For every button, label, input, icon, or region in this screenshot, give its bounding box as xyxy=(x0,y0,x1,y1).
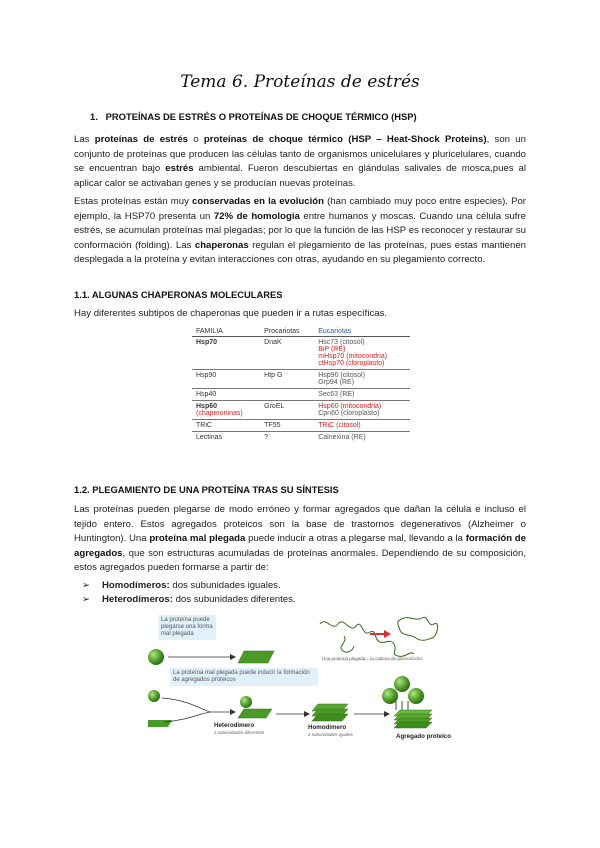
label-homodimer-sub: 2 subunidades iguales xyxy=(308,732,353,737)
section-1-1-heading: 1.1. ALGUNAS CHAPERONAS MOLECULARES xyxy=(74,289,283,300)
list-item: ➢ Heterodímeros: dos subunidades diferentes. xyxy=(82,594,296,605)
cell-eukaryote: TRiC (citosol) xyxy=(314,420,410,432)
figure-note-misfolding: La proteína puede plegarse una forma mal plegada xyxy=(158,615,216,640)
table-header-eucariotas: Eucariotas xyxy=(314,327,410,337)
cell-family: Hsp60 (chaperoninas) xyxy=(192,401,260,420)
upward-arrows-icon xyxy=(396,701,408,710)
figure-note-aggregation: La proteína mal plegada puede inducir la formación de agregados proteicos xyxy=(170,668,318,686)
chaperone-table-wrap xyxy=(192,327,410,443)
cell-family: Lectinas xyxy=(196,434,223,441)
misfolded-sheet xyxy=(148,720,172,727)
section-title: PROTEÍNAS DE ESTRÉS O PROTEÍNAS DE CHOQUE TÉRMICO (HSP) xyxy=(105,111,417,122)
red-arrow-icon xyxy=(384,630,391,638)
table-row xyxy=(192,401,410,420)
folded-protein-sphere xyxy=(148,649,164,665)
page-title: Tema 6. Proteínas de estrés xyxy=(180,72,420,92)
cell-prokaryote: TF55 xyxy=(260,420,314,432)
cell-eukaryote: Hsp60 (mitocondria) Cpn60 (cloroplasto) xyxy=(314,401,410,420)
cell-eukaryote: Hsc73 (citosol) BiP (RE) mHsp70 (mitocondria) ctHsp70 (cloroplasto) xyxy=(314,337,410,370)
cell-prokaryote: Htp G xyxy=(260,370,314,389)
arrow-head-icon xyxy=(384,711,390,717)
protein-aggregation-figure xyxy=(148,612,453,740)
section-number: 1. xyxy=(90,111,98,122)
bullet-arrow-icon: ➢ xyxy=(82,594,91,605)
cell-family: Hsp40 xyxy=(192,389,260,401)
protein-sphere xyxy=(148,690,160,702)
label-homodimer: Homodímero xyxy=(308,724,347,731)
label-heterodimer: Heterodímero xyxy=(214,722,255,729)
folded-chain xyxy=(398,617,438,640)
table-header-familia: FAMILIA xyxy=(192,327,260,337)
section-1-heading xyxy=(90,111,417,122)
cell-family: Hsp90 xyxy=(192,370,260,389)
misfolded-sheet xyxy=(238,651,274,663)
heterodimer-sphere xyxy=(240,696,252,708)
cell-family: TRiC xyxy=(192,420,260,432)
converging-arrow xyxy=(162,698,210,722)
table-row xyxy=(192,337,410,370)
label-heterodimer-sub: 2 subunidades diferentes xyxy=(214,730,265,735)
bullet-arrow-icon: ➢ xyxy=(82,580,91,591)
paragraph-folding: Las proteínas pueden plegarse de modo erróneo y formar agregados que dañan la célula e incluso el tejido entero. Estos agregados proteicos son la base de trastornos degenerativos (Alzheimer o Huntington). Una proteína mal plegada puede inducir a otras a plegarse mal, llevando a la formación de agregados, que son estructuras acumuladas de proteínas anormales. Dependiendo de su composición, estos agregados pueden formarse a partir de: xyxy=(74,504,526,574)
table-row xyxy=(192,432,410,444)
cell-prokaryote: GroEL xyxy=(260,401,314,420)
amino-acid-chain xyxy=(320,622,414,657)
cell-prokaryote: ? xyxy=(264,434,269,441)
paragraph-hsp-intro: Las proteínas de estrés o proteínas de choque térmico (HSP – Heat-Shock Proteins), son un conjunto de proteínas que producen las células tanto de organismos unicelulares y pluricelulares, cuando se encuentran bajo estrés ambiental. Fueron descubiertas en glándulas salivales de mosca,pues al aplicar calor se activaban genes y se producían nuevas proteínas. xyxy=(74,134,526,189)
heterodimer-sheet xyxy=(238,709,272,718)
cell-eukaryote: Hsp90 (citosol) Grp94 (RE) xyxy=(314,370,410,389)
chaperone-table xyxy=(192,327,410,443)
cell-family: Hsp70 xyxy=(192,337,260,370)
arrow-head-icon xyxy=(230,709,236,715)
paragraph-chaperone-intro: Hay diferentes subtipos de chaperonas que pueden ir a rutas específicas. xyxy=(74,308,388,319)
arrow-head-icon xyxy=(230,654,236,660)
protein-aggregate-stack xyxy=(394,710,432,728)
label-aggregate: Agregado proteico xyxy=(396,733,452,740)
homodimer-sheets xyxy=(312,714,348,721)
section-1-2-heading: 1.2. PLEGAMIENTO DE UNA PROTEÍNA TRAS SU SÍNTESIS xyxy=(74,484,339,495)
table-header-procariotas: Procariotas xyxy=(260,327,314,337)
cell-prokaryote xyxy=(260,389,314,401)
list-item: ➢ Homodímeros: dos subunidades iguales. xyxy=(82,580,281,591)
table-row xyxy=(192,370,410,389)
paragraph-hsp-conservation: Estas proteínas están muy conservadas en la evolución (han cambiado muy poco entre especies). Por ejemplo, la HSP70 presenta un 72% de homología entre humanos y moscas. Cuando una célula sufre estrés, se acumulan proteínas mal plegadas; por lo que la función de las HSP es reconocer y restaurar su conformación (folding). Las chaperonas regulan el plegamiento de las proteínas, pues estas mantienen desplegada a la proteína y evitan interacciones con otras, ayudando en su plegamiento correcto. xyxy=(74,196,527,266)
cell-eukaryote: Sec63 (RE) xyxy=(314,389,410,401)
table-row xyxy=(192,389,410,401)
table-row xyxy=(192,420,410,432)
cell-prokaryote: DnaK xyxy=(260,337,314,370)
monomer-spheres xyxy=(408,688,424,704)
cell-eukaryote: Calnexina (RE) xyxy=(318,434,366,441)
figure-caption-chain: Una proteína plegada... la cadena de aminoácidos xyxy=(322,656,423,661)
arrow-head-icon xyxy=(304,711,310,717)
